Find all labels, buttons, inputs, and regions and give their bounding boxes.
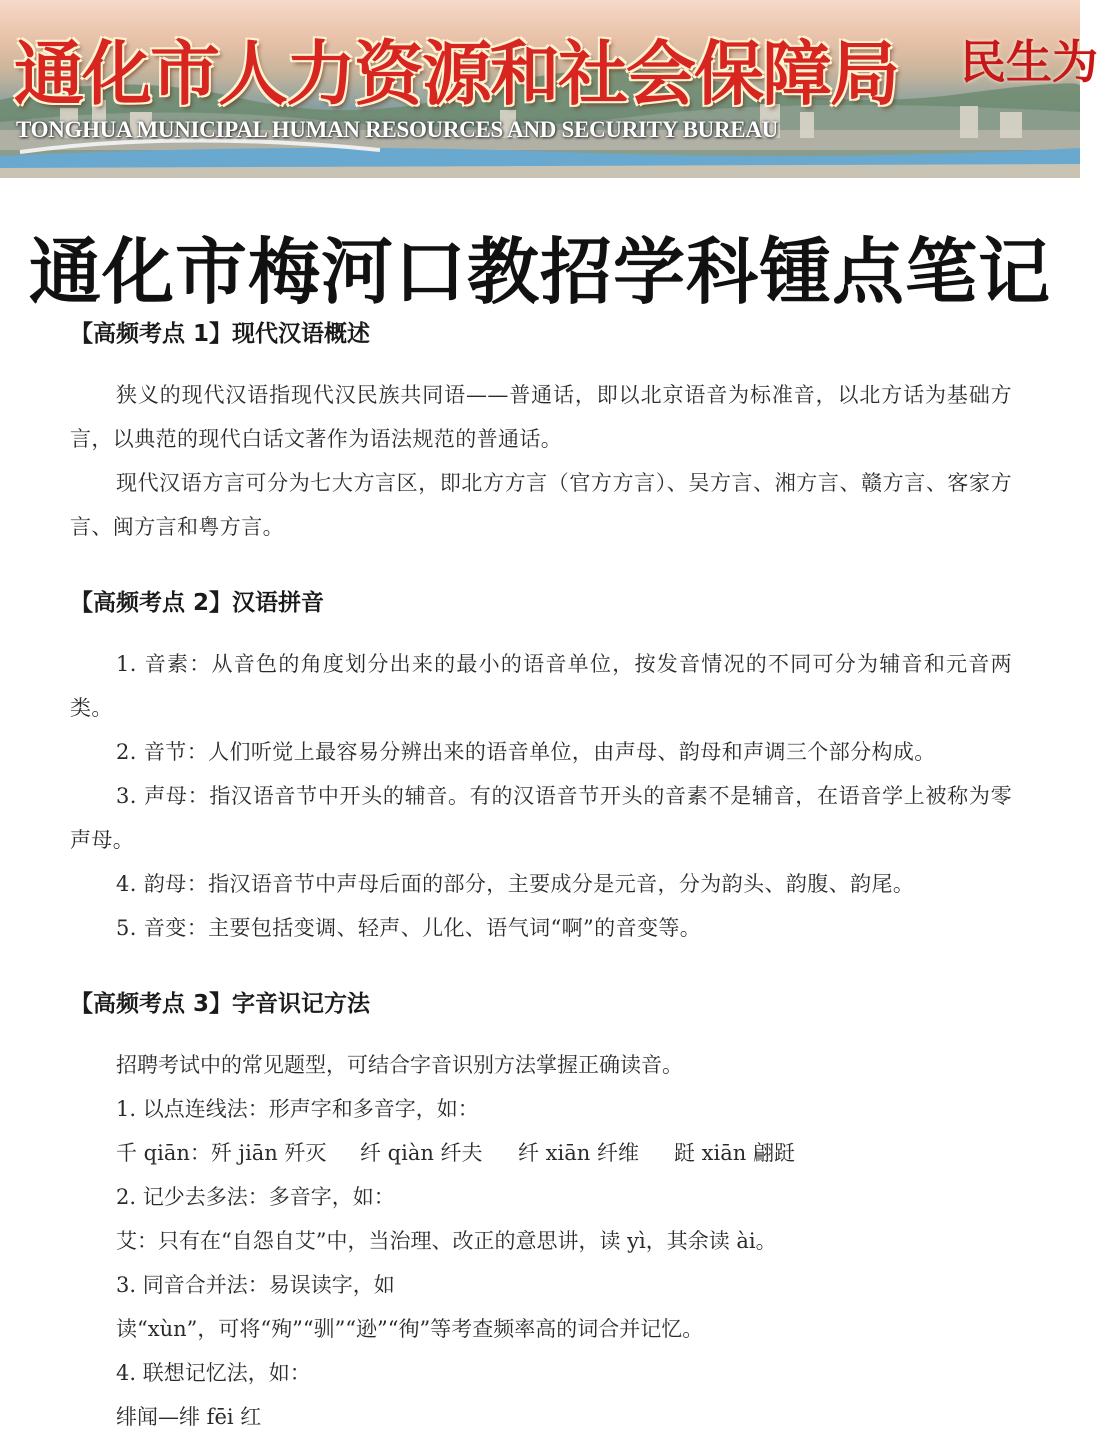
section-3 <box>70 978 1012 1439</box>
bureau-name: 通化市人力资源和社会保障局 <box>14 32 898 115</box>
bureau-english-name: TONGHUA MUNICIPAL HUMAN RESOURCES AND SECURITY BUREAU <box>16 117 778 142</box>
pinyin-examples <box>70 1131 1012 1175</box>
method-3: 3. 同音合并法：易误读字，如 <box>116 1273 395 1297</box>
paragraph: 现代汉语方言可分为七大方言区，即北方方言（官方方言）、吴方言、湘方言、赣方言、客家方言、闽方言和粤方言。 <box>70 471 1012 539</box>
method-4-example: 绯闻—绯 fēi 红 <box>116 1405 262 1429</box>
list-item: 3. 声母：指汉语音节中开头的辅音。有的汉语音节开头的音素不是辅音，在语音学上被称为零声母。 <box>70 784 1012 852</box>
method-1: 1. 以点连线法：形声字和多音字，如： <box>116 1097 479 1121</box>
method-2: 2. 记少去多法：多音字，如： <box>116 1185 395 1209</box>
pinyin-example: 纤 xiān 纤维 <box>518 1141 639 1165</box>
list-item: 2. 音节：人们听觉上最容易分辨出来的语音单位，由声母、韵母和声调三个部分构成。 <box>116 740 936 764</box>
list-item: 4. 韵母：指汉语音节中声母后面的部分，主要成分是元音，分为韵头、韵腹、韵尾。 <box>116 872 915 896</box>
section-1 <box>70 308 1012 549</box>
header-banner <box>0 0 1098 178</box>
pinyin-example: 纤 qiàn 纤夫 <box>360 1141 483 1165</box>
section-heading: 【高频考点 1】现代汉语概述 <box>70 321 371 347</box>
section-2 <box>70 577 1012 950</box>
pinyin-example: 跹 xiān 翩跹 <box>674 1141 795 1165</box>
notes-content <box>70 308 1012 1439</box>
banner-slogan: 民生为 <box>960 35 1098 89</box>
method-4: 4. 联想记忆法，如： <box>116 1361 311 1385</box>
pinyin-example: 千 qiān：歼 jiān 歼灭 <box>116 1141 327 1165</box>
page-title: 通化市梅河口教招学科锺点笔记 <box>28 230 1051 314</box>
method-3-example: 读“xùn”，可将“殉”“驯”“逊”“徇”等考查频率高的词合并记忆。 <box>116 1317 704 1341</box>
intro-line: 招聘考试中的常见题型，可结合字音识别方法掌握正确读音。 <box>116 1053 683 1077</box>
method-2-example: 艾：只有在“自怨自艾”中，当治理、改正的意思讲，读 yì，其余读 ài。 <box>116 1229 777 1253</box>
list-item: 1. 音素：从音色的角度划分出来的最小的语音单位，按发音情况的不同可分为辅音和元音两类。 <box>70 652 1012 720</box>
list-item: 5. 音变：主要包括变调、轻声、儿化、语气词“啊”的音变等。 <box>116 916 702 940</box>
paragraph: 狭义的现代汉语指现代汉民族共同语——普通话，即以北京语音为标准音，以北方话为基础方言，以典范的现代白话文著作为语法规范的普通话。 <box>70 383 1012 451</box>
section-heading: 【高频考点 3】字音识记方法 <box>70 991 371 1017</box>
section-heading: 【高频考点 2】汉语拼音 <box>70 590 325 616</box>
